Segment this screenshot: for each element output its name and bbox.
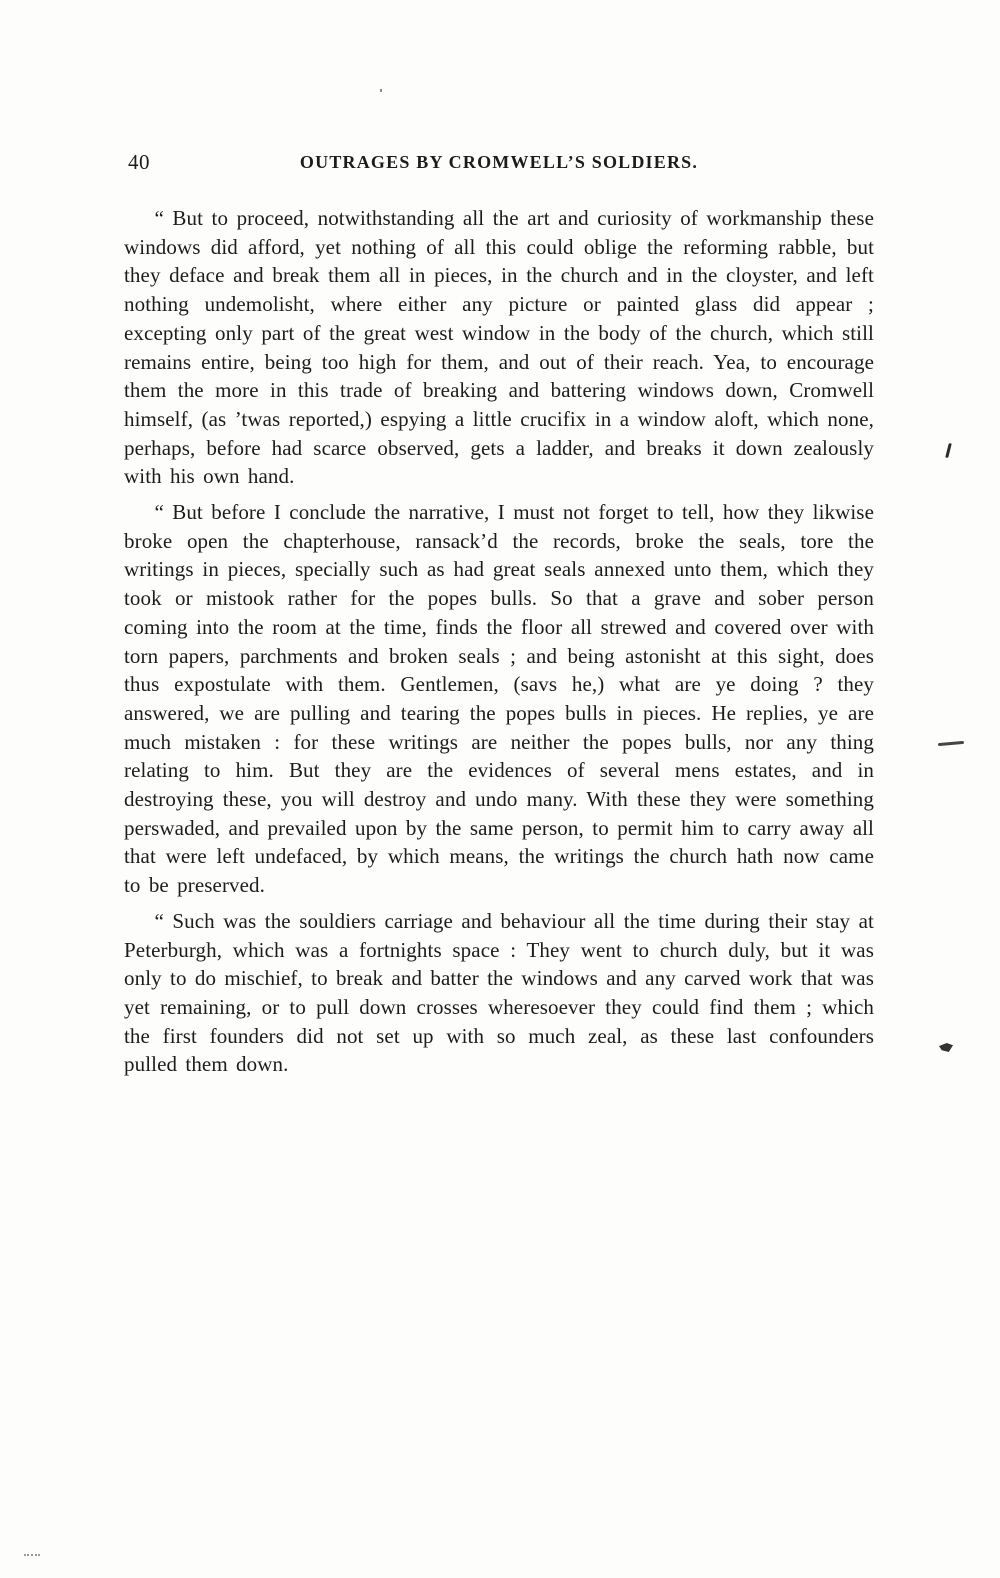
page-number: 40 [128, 150, 150, 174]
paragraph-3: “ Such was the souldiers carriage and behaviour all the time during their stay at Peterburgh, which was a fortnights space : They went to church duly, but it was only to do mischief, to break and batter the windows and any carved work that was yet remaining, or to pull down crosses wheresoever they could find them ; which the first founders did not set up with so much zeal, as these last confounders pulled them down. [124, 908, 874, 1077]
running-header-title: OUTRAGES BY CROMWELL’S SOLDIERS. [299, 152, 699, 172]
scan-artifact-top-dot [380, 89, 382, 92]
paragraph-1: “ But to proceed, notwithstanding all the art and curiosity of workmanship these windows did afford, yet nothing of all this could oblige the reforming rabble, but they deface and break them all in pieces, in the church and in the cloyster, and left nothing undemolisht, where either any picture or painted glass did appear ; excepting only part of the great west window in the body of the church, which still remains entire, being too high for them, and out of their reach. Yea, to encourage them the more in this trade of breaking and battering windows down, Cromwell himself, (as ’twas reported,) espying a little crucifix in a window aloft, which none, perhaps, before had scarce observed, gets a ladder, and breaks it down zealously with his own hand. [124, 206, 874, 489]
scan-artifact-right-tick [945, 443, 952, 458]
body-text-block [124, 204, 874, 1086]
scan-artifact-right-dash [938, 741, 964, 746]
scan-artifact-right-blob [939, 1043, 953, 1052]
scan-artifact-bottom-left-mark [24, 1554, 40, 1556]
paragraph-2: “ But before I conclude the narrative, I must not forget to tell, how they likwise broke open the chapterhouse, ransack’d the records, broke the seals, tore the writings in pieces, specially such as had great seals annexed unto them, which they took or mistook rather for the popes bulls. So that a grave and sober person coming into the room at the time, finds the floor all strewed and covered over with torn papers, parchments and broken seals ; and being astonisht at this sight, does thus expostulate with them. Gentlemen, (savs he,) what are ye doing ? they answered, we are pulling and tearing the popes bulls in pieces. He replies, ye are much mistaken : for these writings are neither the popes bulls, nor any thing relating to him. But they are the evidences of several mens estates, and in destroying these, you will destroy and undo many. With these they were something perswaded, and prevailed upon by the same person, to permit him to carry away all that were left undefaced, by which means, the writings the church hath now came to be preserved. [124, 500, 874, 898]
page-header [125, 150, 873, 176]
